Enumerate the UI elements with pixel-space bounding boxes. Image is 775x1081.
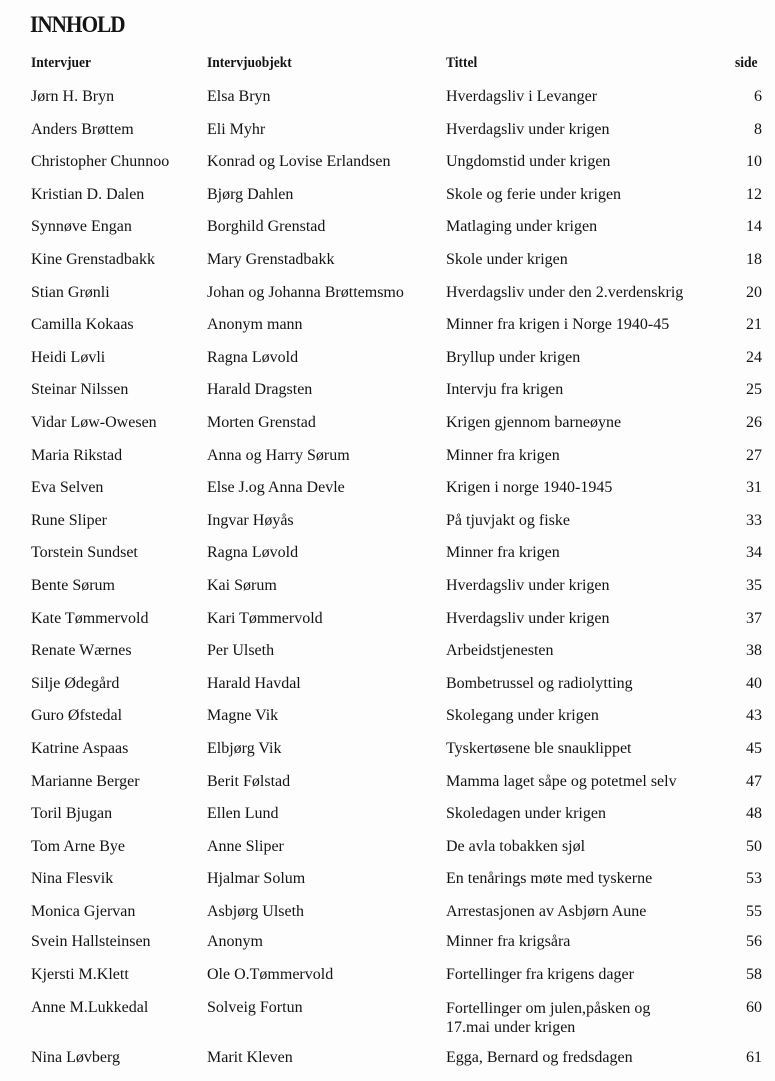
interviewer-cell: Renate Wærnes xyxy=(31,642,132,660)
page-number-cell: 37 xyxy=(746,609,762,627)
toc-row xyxy=(0,740,775,770)
interviewer-cell: Steinar Nilssen xyxy=(31,381,129,399)
title-cell: De avla tobakken sjøl xyxy=(446,837,586,855)
interviewer-cell: Guro Øfstedal xyxy=(31,707,123,725)
subject-cell: Kai Sørum xyxy=(207,577,277,594)
page-number-cell: 38 xyxy=(746,642,762,660)
subject-cell: Ellen Lund xyxy=(207,805,279,823)
toc-row xyxy=(0,773,775,803)
interviewer-cell: Rune Sliper xyxy=(31,511,107,529)
interviewer-cell: Nina Løvberg xyxy=(31,1049,121,1066)
subject-cell: Marit Kleven xyxy=(207,1049,293,1066)
interviewer-cell: Camilla Kokaas xyxy=(31,316,134,334)
subject-cell: Bjørg Dahlen xyxy=(207,185,294,203)
subject-cell: Johan og Johanna Brøttemsmo xyxy=(207,283,404,301)
interviewer-cell: Monica Gjervan xyxy=(31,903,136,920)
toc-row xyxy=(0,1049,775,1079)
toc-row xyxy=(0,153,775,183)
title-cell: Minner fra krigsåra xyxy=(446,933,571,950)
title-cell: Skolegang under krigen xyxy=(446,707,599,725)
title-cell: Krigen i norge 1940-1945 xyxy=(446,479,613,497)
toc-row xyxy=(0,349,775,379)
title-cell: Hverdagsliv i Levanger xyxy=(446,88,598,105)
toc-row xyxy=(0,88,775,118)
page-number-cell: 21 xyxy=(746,316,762,334)
toc-row xyxy=(0,707,775,737)
interviewer-cell: Vidar Løw-Owesen xyxy=(31,414,157,431)
interviewer-cell: Katrine Aspaas xyxy=(31,740,129,757)
title-line-1: Fortellinger om julen,påsken og xyxy=(446,1000,651,1017)
column-header-page: side xyxy=(735,55,758,71)
interviewer-cell: Anne M.Lukkedal xyxy=(31,999,149,1016)
toc-row xyxy=(0,933,775,963)
subject-cell: Konrad og Lovise Erlandsen xyxy=(207,153,391,171)
title-cell: Skole og ferie under krigen xyxy=(446,185,622,203)
page-number-cell: 8 xyxy=(754,120,762,138)
subject-cell: Per Ulseth xyxy=(207,642,275,660)
title-cell xyxy=(446,999,650,1037)
toc-row xyxy=(0,218,775,248)
column-header-interviewer: Intervjuer xyxy=(31,55,91,71)
toc-row xyxy=(0,251,775,281)
page-number-cell: 47 xyxy=(746,772,762,790)
page-number-cell: 58 xyxy=(746,966,762,983)
title-cell: Minner fra krigen xyxy=(446,446,560,464)
subject-cell: Anonym mann xyxy=(207,316,303,334)
page-number-cell: 18 xyxy=(746,251,762,268)
title-cell: Hverdagsliv under krigen xyxy=(446,120,610,138)
subject-cell: Anna og Harry Sørum xyxy=(207,446,350,464)
subject-cell: Elsa Bryn xyxy=(207,88,271,105)
page-number-cell: 24 xyxy=(746,348,762,366)
interviewer-cell: Maria Rikstad xyxy=(31,446,123,464)
toc-row xyxy=(0,610,775,640)
subject-cell: Eli Myhr xyxy=(207,120,266,138)
toc-row xyxy=(0,414,775,444)
page-number-cell: 53 xyxy=(746,870,762,888)
title-cell: Mamma laget såpe og potetmel selv xyxy=(446,772,677,790)
subject-cell: Anonym xyxy=(207,933,263,950)
toc-row xyxy=(0,479,775,509)
page-number-cell: 55 xyxy=(746,903,762,920)
page-number-cell: 61 xyxy=(746,1049,762,1066)
title-cell: En tenårings møte med tyskerne xyxy=(446,870,653,888)
subject-cell: Ole O.Tømmervold xyxy=(207,966,334,983)
toc-row xyxy=(0,284,775,314)
subject-cell: Else J.og Anna Devle xyxy=(207,479,345,497)
page-number-cell: 35 xyxy=(746,577,762,594)
page-number-cell: 14 xyxy=(746,218,762,236)
title-cell: Bombetrussel og radiolytting xyxy=(446,674,633,692)
title-cell: Hverdagsliv under krigen xyxy=(446,609,610,627)
title-cell: Fortellinger fra krigens dager xyxy=(446,966,634,983)
subject-cell: Magne Vik xyxy=(207,707,279,725)
toc-row xyxy=(0,966,775,996)
subject-cell: Asbjørg Ulseth xyxy=(207,903,305,920)
interviewer-cell: Toril Bjugan xyxy=(31,805,113,823)
title-cell: Matlaging under krigen xyxy=(446,218,598,236)
page-number-cell: 45 xyxy=(746,740,762,757)
toc-row xyxy=(0,447,775,477)
toc-row xyxy=(0,838,775,868)
toc-row xyxy=(0,999,775,1036)
interviewer-cell: Kate Tømmervold xyxy=(31,609,149,627)
subject-cell: Kari Tømmervold xyxy=(207,609,323,627)
title-cell: Krigen gjennom barneøyne xyxy=(446,414,622,431)
page-number-cell: 27 xyxy=(746,446,762,464)
interviewer-cell: Kine Grenstadbakk xyxy=(31,251,155,268)
title-cell: Minner fra krigen i Norge 1940-45 xyxy=(446,316,670,334)
title-cell: Intervju fra krigen xyxy=(446,381,564,399)
subject-cell: Solveig Fortun xyxy=(207,999,303,1016)
page-number-cell: 34 xyxy=(746,544,762,562)
page-number-cell: 48 xyxy=(746,805,762,823)
toc-row xyxy=(0,186,775,216)
toc-row xyxy=(0,642,775,672)
toc-row xyxy=(0,512,775,542)
title-cell: Minner fra krigen xyxy=(446,544,560,562)
interviewer-cell: Jørn H. Bryn xyxy=(31,88,115,105)
title-cell: Ungdomstid under krigen xyxy=(446,153,611,171)
title-cell: Hverdagsliv under krigen xyxy=(446,577,610,594)
title-line-2: 17.mai under krigen xyxy=(446,1019,576,1036)
toc-row xyxy=(0,675,775,705)
page-number-cell: 26 xyxy=(746,414,762,431)
toc-row xyxy=(0,805,775,835)
subject-cell: Ragna Løvold xyxy=(207,348,299,366)
interviewer-cell: Nina Flesvik xyxy=(31,870,114,888)
page-number-cell: 12 xyxy=(746,185,762,203)
interviewer-cell: Svein Hallsteinsen xyxy=(31,933,151,950)
interviewer-cell: Kristian D. Dalen xyxy=(31,185,145,203)
page-number-cell: 33 xyxy=(746,511,762,529)
title-cell: Skoledagen under krigen xyxy=(446,805,606,823)
page-number-cell: 40 xyxy=(746,674,762,692)
interviewer-cell: Eva Selven xyxy=(31,479,104,497)
interviewer-cell: Kjersti M.Klett xyxy=(31,966,129,983)
title-cell: På tjuvjakt og fiske xyxy=(446,511,570,529)
toc-row xyxy=(0,870,775,900)
toc-row xyxy=(0,903,775,933)
toc-row xyxy=(0,121,775,151)
subject-cell: Hjalmar Solum xyxy=(207,870,306,888)
title-cell: Hverdagsliv under den 2.verdenskrig xyxy=(446,283,684,301)
interviewer-cell: Anders Brøttem xyxy=(31,120,134,138)
subject-cell: Anne Sliper xyxy=(207,837,284,855)
title-cell: Egga, Bernard og fredsdagen xyxy=(446,1049,633,1066)
page-number-cell: 20 xyxy=(746,283,762,301)
page-number-cell: 31 xyxy=(746,479,762,497)
title-cell: Arbeidstjenesten xyxy=(446,642,554,660)
page-number-cell: 50 xyxy=(746,837,762,855)
interviewer-cell: Silje Ødegård xyxy=(31,674,120,692)
subject-cell: Mary Grenstadbakk xyxy=(207,251,335,268)
subject-cell: Morten Grenstad xyxy=(207,414,316,431)
subject-cell: Ingvar Høyås xyxy=(207,511,294,529)
title-cell: Tyskertøsene ble snauklippet xyxy=(446,740,632,757)
page-number-cell: 25 xyxy=(746,381,762,399)
page-title: INNHOLD xyxy=(30,12,125,37)
subject-cell: Harald Havdal xyxy=(207,674,301,692)
title-cell: Skole under krigen xyxy=(446,251,568,268)
page-number-cell: 43 xyxy=(746,707,762,725)
subject-cell: Elbjørg Vik xyxy=(207,740,282,757)
title-cell: Arrestasjonen av Asbjørn Aune xyxy=(446,903,647,920)
interviewer-cell: Heidi Løvli xyxy=(31,348,106,366)
toc-row xyxy=(0,577,775,607)
subject-cell: Ragna Løvold xyxy=(207,544,299,562)
interviewer-cell: Stian Grønli xyxy=(31,283,110,301)
interviewer-cell: Torstein Sundset xyxy=(31,544,138,562)
interviewer-cell: Bente Sørum xyxy=(31,577,115,594)
toc-row xyxy=(0,544,775,574)
subject-cell: Borghild Grenstad xyxy=(207,218,326,236)
toc-row xyxy=(0,316,775,346)
page-number-cell: 10 xyxy=(746,153,762,171)
interviewer-cell: Synnøve Engan xyxy=(31,218,132,236)
interviewer-cell: Tom Arne Bye xyxy=(31,837,125,855)
page-number-cell: 56 xyxy=(746,933,762,950)
page-number-cell: 6 xyxy=(754,88,762,105)
title-cell: Bryllup under krigen xyxy=(446,348,581,366)
page-number-cell: 60 xyxy=(746,999,762,1016)
interviewer-cell: Christopher Chunnoo xyxy=(31,153,170,171)
interviewer-cell: Marianne Berger xyxy=(31,772,140,790)
subject-cell: Harald Dragsten xyxy=(207,381,313,399)
subject-cell: Berit Følstad xyxy=(207,772,291,790)
column-header-title: Tittel xyxy=(446,55,478,71)
column-header-subject: Intervjuobjekt xyxy=(207,55,292,71)
toc-row xyxy=(0,381,775,411)
